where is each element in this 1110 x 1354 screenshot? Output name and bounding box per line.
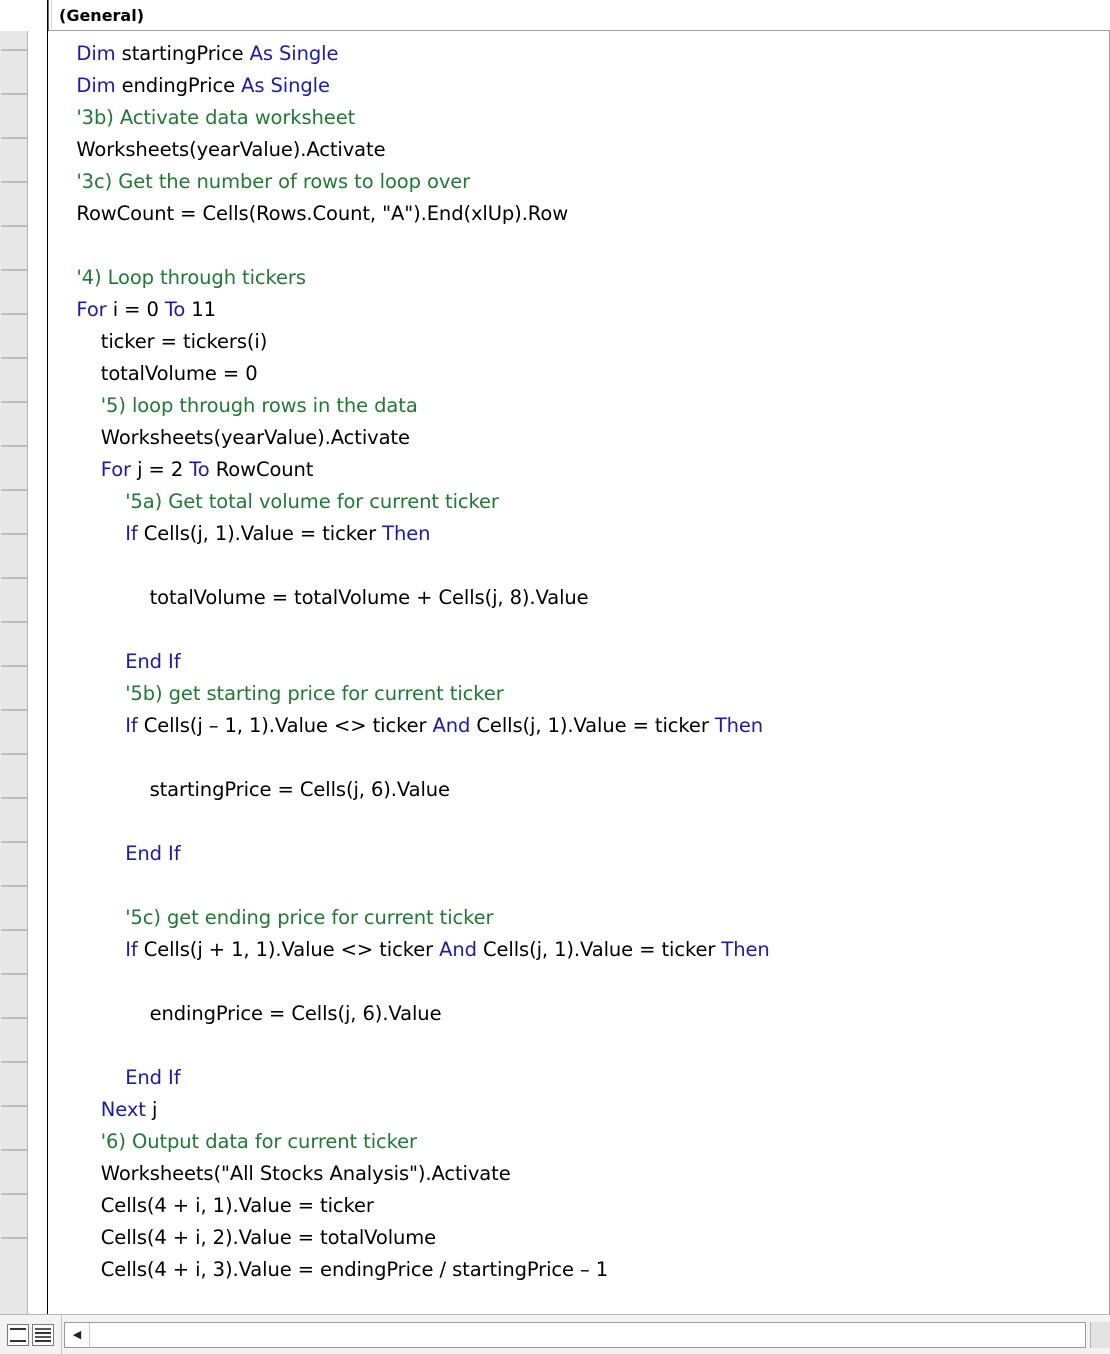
margin-tick	[1, 533, 27, 535]
code-line[interactable]	[52, 998, 1104, 1030]
margin-tick	[1, 1017, 27, 1019]
code-token: '6) Output data for current ticker	[100, 1130, 417, 1153]
code-token: startingPrice	[121, 42, 250, 65]
code-line[interactable]	[52, 1190, 1104, 1222]
margin-tick	[1, 1193, 27, 1195]
header-gutter	[0, 0, 48, 31]
code-token: Then	[721, 938, 770, 961]
code-token: RowCount	[215, 458, 314, 481]
margin-tick	[1, 313, 27, 315]
code-token: And	[432, 714, 477, 737]
code-token: Dim	[76, 74, 122, 97]
margin-tick	[1, 709, 27, 711]
code-token	[52, 714, 125, 737]
margin-tick	[1, 885, 27, 887]
code-token: endingPrice	[121, 74, 242, 97]
margin-tick	[1, 181, 27, 183]
code-text-area[interactable]	[52, 38, 1104, 1310]
code-token	[52, 106, 76, 129]
code-line[interactable]	[52, 774, 1104, 806]
code-token: Next	[100, 1098, 152, 1121]
code-token: '3b) Activate data worksheet	[76, 106, 356, 129]
code-line[interactable]	[52, 966, 1104, 998]
code-token	[52, 42, 76, 65]
view-mode-buttons	[0, 1315, 62, 1354]
code-token: And	[439, 938, 483, 961]
margin-tick	[1, 1237, 27, 1239]
code-token: 11	[191, 298, 216, 321]
code-line[interactable]	[52, 70, 1104, 102]
margin-tick	[1, 841, 27, 843]
footer-right-edge	[1090, 1322, 1110, 1348]
margin-tick	[1, 225, 27, 227]
code-token: If	[125, 938, 144, 961]
code-line[interactable]	[52, 902, 1104, 934]
code-token	[52, 298, 76, 321]
code-token: totalVolume = 0	[52, 362, 258, 385]
code-token: Worksheets(yearValue).Activate	[52, 138, 386, 161]
code-token: '5c) get ending price for current ticker	[125, 906, 494, 929]
code-line[interactable]	[52, 678, 1104, 710]
margin-tick	[1, 93, 27, 95]
code-token: End If	[125, 1066, 181, 1089]
code-token	[52, 266, 76, 289]
code-token	[52, 458, 101, 481]
code-token: To	[189, 458, 216, 481]
code-token	[52, 170, 76, 193]
code-token: As Single	[249, 42, 339, 65]
code-token: '4) Loop through tickers	[76, 266, 306, 289]
code-line[interactable]	[52, 1222, 1104, 1254]
code-line[interactable]	[52, 550, 1104, 582]
code-token	[52, 938, 125, 961]
code-line[interactable]	[52, 742, 1104, 774]
code-token: To	[164, 298, 192, 321]
code-token	[52, 1098, 101, 1121]
code-line[interactable]	[52, 134, 1104, 166]
code-token: For	[76, 298, 113, 321]
code-token	[52, 1130, 101, 1153]
code-line[interactable]	[52, 1030, 1104, 1062]
code-line[interactable]	[52, 422, 1104, 454]
margin-tick	[1, 445, 27, 447]
code-line[interactable]	[52, 454, 1104, 486]
margin-tick	[1, 1061, 27, 1063]
code-token	[52, 906, 125, 929]
code-line[interactable]	[52, 582, 1104, 614]
code-token	[52, 682, 125, 705]
editor-footer-bar	[0, 1314, 1110, 1354]
code-token: Cells(4 + i, 2).Value = totalVolume	[52, 1226, 437, 1249]
margin-tick	[1, 49, 27, 51]
margin-tick	[1, 1149, 27, 1151]
horizontal-scrollbar-track[interactable]	[90, 1323, 1085, 1347]
code-token: ticker = tickers(i)	[52, 330, 268, 353]
code-token	[52, 650, 125, 673]
code-token: RowCount = Cells(Rows.Count, "A").End(xlUp).Row	[52, 202, 569, 225]
code-line[interactable]	[52, 294, 1104, 326]
code-line[interactable]	[52, 358, 1104, 390]
object-dropdown-label[interactable]: (General)	[59, 5, 145, 25]
code-token: '5) loop through rows in the data	[100, 394, 418, 417]
triangle-left-icon[interactable]: ◀	[65, 1323, 90, 1347]
code-token: End If	[125, 650, 181, 673]
margin-tick	[1, 401, 27, 403]
code-token: '3c) Get the number of rows to loop over	[76, 170, 471, 193]
code-token: For	[100, 458, 138, 481]
code-token: Worksheets("All Stocks Analysis").Activate	[52, 1162, 511, 1185]
code-token	[52, 522, 125, 545]
code-token: Cells(j – 1, 1).Value <> ticker	[143, 714, 433, 737]
code-line[interactable]	[52, 230, 1104, 262]
margin-tick	[1, 621, 27, 623]
horizontal-scrollbar[interactable]	[64, 1322, 1086, 1348]
margin-tick	[1, 665, 27, 667]
code-line[interactable]	[52, 1094, 1104, 1126]
code-token	[52, 74, 76, 97]
code-token: startingPrice = Cells(j, 6).Value	[52, 778, 450, 801]
code-line[interactable]	[52, 934, 1104, 966]
code-line[interactable]	[52, 486, 1104, 518]
margin-tick	[1, 753, 27, 755]
code-token	[52, 394, 101, 417]
code-token	[52, 1066, 125, 1089]
code-token: Then	[714, 714, 764, 737]
margin-indicator-bar[interactable]	[0, 31, 28, 1314]
code-token: Cells(j, 1).Value = ticker	[476, 714, 715, 737]
code-token: If	[125, 522, 144, 545]
full-module-view-icon[interactable]	[32, 1324, 54, 1346]
code-line[interactable]	[52, 326, 1104, 358]
margin-tick	[1, 973, 27, 975]
code-token: '5a) Get total volume for current ticker	[125, 490, 499, 513]
margin-tick	[1, 137, 27, 139]
code-token: Then	[382, 522, 431, 545]
code-line[interactable]	[52, 806, 1104, 838]
code-line[interactable]	[52, 1126, 1104, 1158]
margin-tick	[1, 357, 27, 359]
code-token: Cells(j, 1).Value = ticker	[482, 938, 722, 961]
code-line[interactable]	[52, 518, 1104, 550]
code-line[interactable]	[52, 1158, 1104, 1190]
code-token: If	[125, 714, 144, 737]
code-line[interactable]	[52, 262, 1104, 294]
code-token: As Single	[241, 74, 330, 97]
code-token: Worksheets(yearValue).Activate	[52, 426, 410, 449]
margin-tick	[1, 1105, 27, 1107]
code-token: Cells(j + 1, 1).Value <> ticker	[143, 938, 440, 961]
editor-header-bar	[0, 0, 1110, 31]
code-line[interactable]	[52, 870, 1104, 902]
code-token: endingPrice = Cells(j, 6).Value	[52, 1002, 442, 1025]
code-line[interactable]	[52, 710, 1104, 742]
margin-tick	[1, 489, 27, 491]
code-token: totalVolume = totalVolume + Cells(j, 8).Value	[52, 586, 589, 609]
code-line[interactable]	[52, 1062, 1104, 1094]
code-token: Cells(4 + i, 1).Value = ticker	[52, 1194, 374, 1217]
code-token: Dim	[76, 42, 122, 65]
code-token: Cells(4 + i, 3).Value = endingPrice / startingPrice – 1	[52, 1258, 609, 1281]
code-token: j	[151, 1098, 158, 1121]
code-line[interactable]	[52, 838, 1104, 870]
code-line[interactable]	[52, 614, 1104, 646]
code-line[interactable]	[52, 198, 1104, 230]
code-token	[52, 490, 125, 513]
code-line[interactable]	[52, 1254, 1104, 1286]
margin-tick	[1, 577, 27, 579]
code-token: '5b) get starting price for current ticker	[125, 682, 504, 705]
margin-tick	[1, 797, 27, 799]
margin-gutter-line	[47, 31, 48, 1314]
code-line[interactable]	[52, 38, 1104, 70]
code-line[interactable]	[52, 102, 1104, 134]
code-token	[52, 842, 125, 865]
code-token: j = 2	[137, 458, 190, 481]
margin-tick	[1, 929, 27, 931]
code-line[interactable]	[52, 390, 1104, 422]
code-token: i = 0	[112, 298, 165, 321]
code-token: End If	[125, 842, 181, 865]
margin-tick	[1, 269, 27, 271]
code-line[interactable]	[52, 646, 1104, 678]
code-line[interactable]	[52, 166, 1104, 198]
code-token: Cells(j, 1).Value = ticker	[143, 522, 383, 545]
procedure-view-icon[interactable]	[7, 1324, 29, 1346]
